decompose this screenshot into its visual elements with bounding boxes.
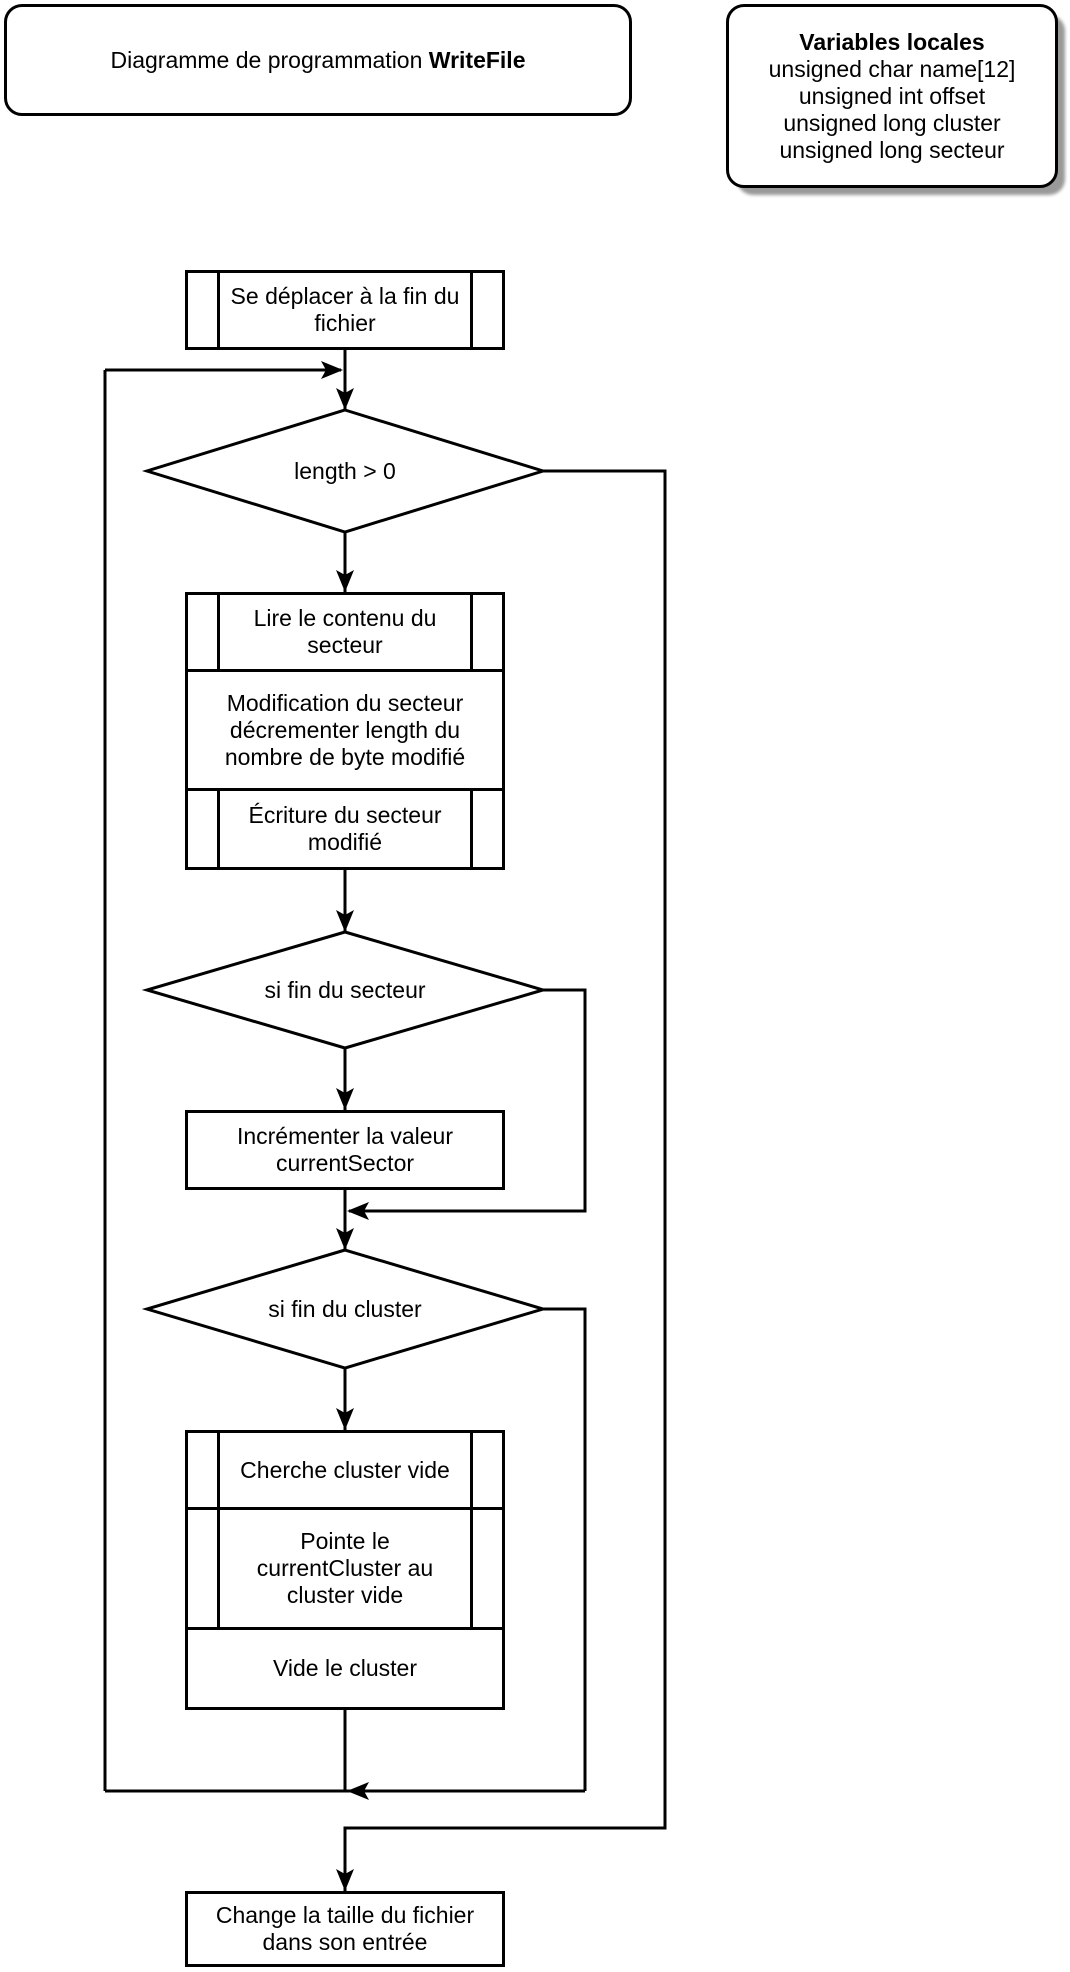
start-node — [185, 270, 505, 350]
read-sector-label-line: Lire le contenu du — [253, 605, 437, 631]
write-sector-label-line: modifié — [307, 829, 383, 855]
empty-cluster-node — [185, 1627, 505, 1710]
title-app-name: WriteFile — [428, 46, 526, 73]
condition-cluster-label: si fin du cluster — [268, 1295, 422, 1322]
increment-sector-label-line: currentSector — [275, 1150, 415, 1176]
read-sector-node — [185, 592, 505, 672]
modify-sector-label-line: nombre de byte modifié — [224, 743, 466, 770]
predefined-bar-right — [470, 791, 473, 867]
predefined-bar-left — [217, 273, 220, 347]
predefined-bar-left — [217, 595, 220, 669]
change-size-node — [185, 1891, 505, 1967]
increment-sector-label-line: Incrémenter la valeur — [236, 1123, 454, 1149]
condition-sector-label: si fin du secteur — [264, 976, 426, 1003]
predefined-bar-right — [470, 1433, 473, 1507]
variable-line: unsigned int offset — [798, 82, 986, 109]
start-label-line: Se déplacer à la fin du — [230, 283, 460, 309]
variable-line: unsigned long cluster — [783, 109, 1001, 136]
point-cluster-label-line: currentCluster au — [256, 1555, 434, 1581]
variable-line: unsigned long secteur — [779, 136, 1005, 163]
point-cluster-label-line: cluster vide — [286, 1582, 404, 1608]
variables-box — [726, 4, 1058, 188]
title-prefix: Diagramme de programmation — [110, 46, 423, 73]
change-size-label-line: Change la taille du fichier — [215, 1902, 475, 1928]
title-box — [4, 4, 632, 116]
start-label-line: fichier — [314, 310, 376, 336]
write-sector-node — [185, 788, 505, 870]
predefined-bar-right — [470, 1510, 473, 1627]
change-size-label-line: dans son entrée — [262, 1929, 428, 1955]
predefined-bar-left — [217, 1510, 220, 1627]
point-cluster-node — [185, 1507, 505, 1630]
predefined-bar-left — [217, 1433, 220, 1507]
empty-cluster-label-line: Vide le cluster — [272, 1655, 418, 1681]
point-cluster-label-line: Pointe le — [300, 1528, 390, 1554]
connector-condcluster-no-branch — [540, 1309, 585, 1791]
find-cluster-node — [185, 1430, 505, 1510]
predefined-bar-right — [470, 595, 473, 669]
modify-sector-label-line: décrementer length du — [229, 716, 461, 743]
increment-sector-node — [185, 1110, 505, 1190]
predefined-bar-left — [217, 791, 220, 867]
read-sector-label-line: secteur — [307, 632, 383, 658]
predefined-bar-right — [470, 273, 473, 347]
variable-line: unsigned char name[12] — [768, 55, 1016, 82]
modify-sector-label-line: Modification du secteur — [226, 689, 464, 716]
variables-title: Variables locales — [799, 28, 985, 55]
modify-sector-node — [185, 669, 505, 791]
condition-length-label: length > 0 — [294, 457, 396, 484]
write-sector-label-line: Écriture du secteur — [248, 802, 442, 828]
find-cluster-label-line: Cherche cluster vide — [240, 1456, 450, 1483]
title-text — [110, 47, 525, 74]
